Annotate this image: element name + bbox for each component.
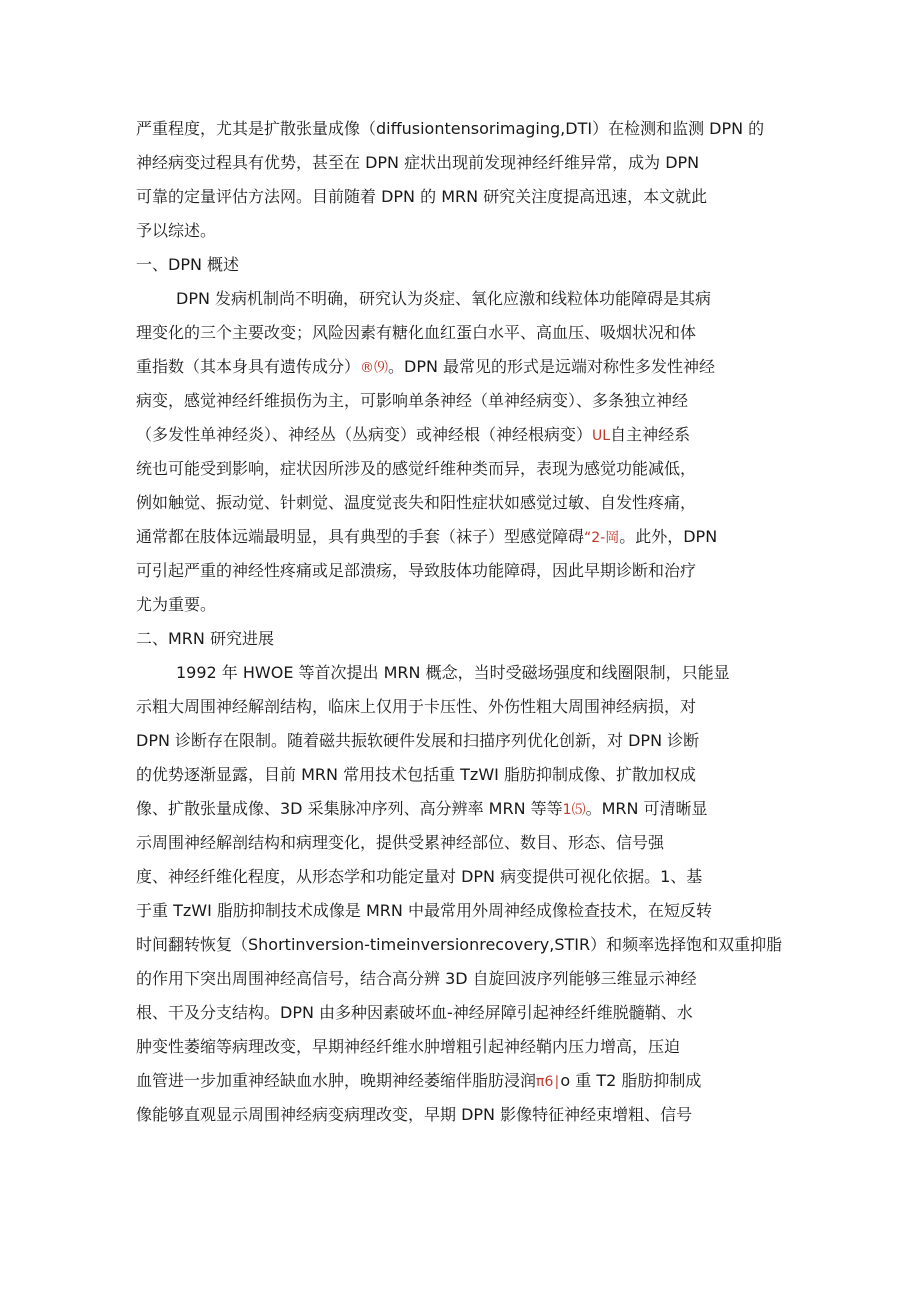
line-text-continued: 。MRN 可清晰显 <box>585 799 708 818</box>
text-line <box>136 384 796 418</box>
citation-ref: “2-岡 <box>584 530 620 546</box>
line-text: 重指数（其本身具有遗传成分） <box>136 357 361 376</box>
line-text-continued: 。DPN 最常见的形式是远端对称性多发性神经 <box>388 357 716 376</box>
text-line <box>136 180 796 214</box>
line-text: DPN 诊断存在限制。随着磁共振软硬件发展和扫描序列优化创新，对 DPN 诊断 <box>136 731 700 750</box>
text-line <box>136 996 796 1030</box>
citation-ref: 1⑸ <box>562 802 586 818</box>
text-line <box>136 690 796 724</box>
citation-ref: ®⑼ <box>360 360 389 376</box>
text-line <box>136 1030 796 1064</box>
text-line <box>136 452 796 486</box>
line-text: 神经病变过程具有优势，甚至在 DPN 症状出现前发现神经纤维异常，成为 DPN <box>136 153 700 172</box>
line-text: 时间翻转恢复（Shortinversion-timeinversionrecovery,STIR）和频率选择饱和双重抑脂 <box>136 935 783 954</box>
text-line <box>136 724 796 758</box>
line-text: 通常都在肢体远端最明显，具有典型的手套（袜子）型感觉障碍 <box>136 527 585 546</box>
text-line <box>136 928 796 962</box>
text-line <box>136 554 796 588</box>
line-text: 予以综述。 <box>136 221 217 240</box>
line-text: 理变化的三个主要改变；风险因素有糖化血红蛋白水平、高血压、吸烟状况和体 <box>136 323 697 342</box>
line-text-continued: 自主神经系 <box>610 425 691 444</box>
text-line <box>136 826 796 860</box>
text-line <box>136 214 796 248</box>
line-text: 根、干及分支结构。DPN 由多种因素破坏血-神经屏障引起神经纤维脱髓鞘、水 <box>136 1003 693 1022</box>
line-text-continued: o 重 T2 脂肪抑制成 <box>560 1071 702 1090</box>
text-line <box>136 282 796 316</box>
line-text: 病变，感觉神经纤维损伤为主，可影响单条神经（单神经病变）、多条独立神经 <box>136 391 689 410</box>
line-text: 示粗大周围神经解剖结构，临床上仅用于卡压性、外伤性粗大周围神经病损，对 <box>136 697 697 716</box>
text-line <box>136 316 796 350</box>
line-text: 1992 年 HWOE 等首次提出 MRN 概念，当时受磁场强度和线圈限制，只能显 <box>176 663 730 682</box>
line-text: 可引起严重的神经性疼痛或足部溃疡，导致肢体功能障碍，因此早期诊断和治疗 <box>136 561 697 580</box>
text-line <box>136 350 796 384</box>
line-text: 的优势逐渐显露，目前 MRN 常用技术包括重 TzWI 脂肪抑制成像、扩散加权成 <box>136 765 696 784</box>
text-line <box>136 1064 796 1098</box>
line-text: DPN 发病机制尚不明确，研究认为炎症、氧化应激和线粒体功能障碍是其病 <box>176 289 712 308</box>
line-text: 像、扩散张量成像、3D 采集脉冲序列、高分辨率 MRN 等等 <box>136 799 563 818</box>
line-text: 像能够直观显示周围神经病变病理改变，早期 DPN 影像特征神经束增粗、信号 <box>136 1105 693 1124</box>
line-text: 示周围神经解剖结构和病理变化，提供受累神经部位、数目、形态、信号强 <box>136 833 665 852</box>
text-line <box>136 894 796 928</box>
text-line <box>136 962 796 996</box>
text-line <box>136 758 796 792</box>
section-heading <box>136 248 796 282</box>
line-text: 例如触觉、振动觉、针刺觉、温度觉丧失和阳性症状如感觉过敏、自发性疼痛， <box>136 493 697 512</box>
section-heading <box>136 622 796 656</box>
line-text: 血管进一步加重神经缺血水肿，晚期神经萎缩伴脂肪浸润 <box>136 1071 537 1090</box>
text-line <box>136 1098 796 1132</box>
line-text: 统也可能受到影响，症状因所涉及的感觉纤维种类而异，表现为感觉功能减低， <box>136 459 697 478</box>
line-text: 一、DPN 概述 <box>136 255 240 274</box>
text-line <box>136 792 796 826</box>
text-line <box>136 588 796 622</box>
line-text: 度、神经纤维化程度，从形态学和功能定量对 DPN 病变提供可视化依据。1、基 <box>136 867 703 886</box>
citation-ref: π6∣ <box>536 1074 561 1090</box>
line-text: 于重 TzWI 脂肪抑制技术成像是 MRN 中最常用外周神经成像检查技术，在短反转 <box>136 901 712 920</box>
text-line <box>136 860 796 894</box>
line-text: 可靠的定量评估方法网。目前随着 DPN 的 MRN 研究关注度提高迅速，本文就此 <box>136 187 708 206</box>
text-line <box>136 146 796 180</box>
line-text: 尤为重要。 <box>136 595 217 614</box>
line-text: 肿变性萎缩等病理改变，早期神经纤维水肿增粗引起神经鞘内压力增高，压迫 <box>136 1037 681 1056</box>
text-line <box>136 112 796 146</box>
line-text: 二、MRN 研究进展 <box>136 629 274 648</box>
text-line <box>136 656 796 690</box>
line-text-continued: 。此外，DPN <box>619 527 718 546</box>
text-line <box>136 486 796 520</box>
line-text: 严重程度，尤其是扩散张量成像（diffusiontensorimaging,DTI）在检测和监测 DPN 的 <box>136 119 765 138</box>
text-line <box>136 418 796 452</box>
citation-ref: UL <box>592 428 611 444</box>
line-text: （多发性单神经炎）、神经丛（丛病变）或神经根（神经根病变） <box>136 425 593 444</box>
text-line <box>136 520 796 554</box>
line-text: 的作用下突出周围神经高信号，结合高分辨 3D 自旋回波序列能够三维显示神经 <box>136 969 697 988</box>
document-body <box>136 112 796 1132</box>
